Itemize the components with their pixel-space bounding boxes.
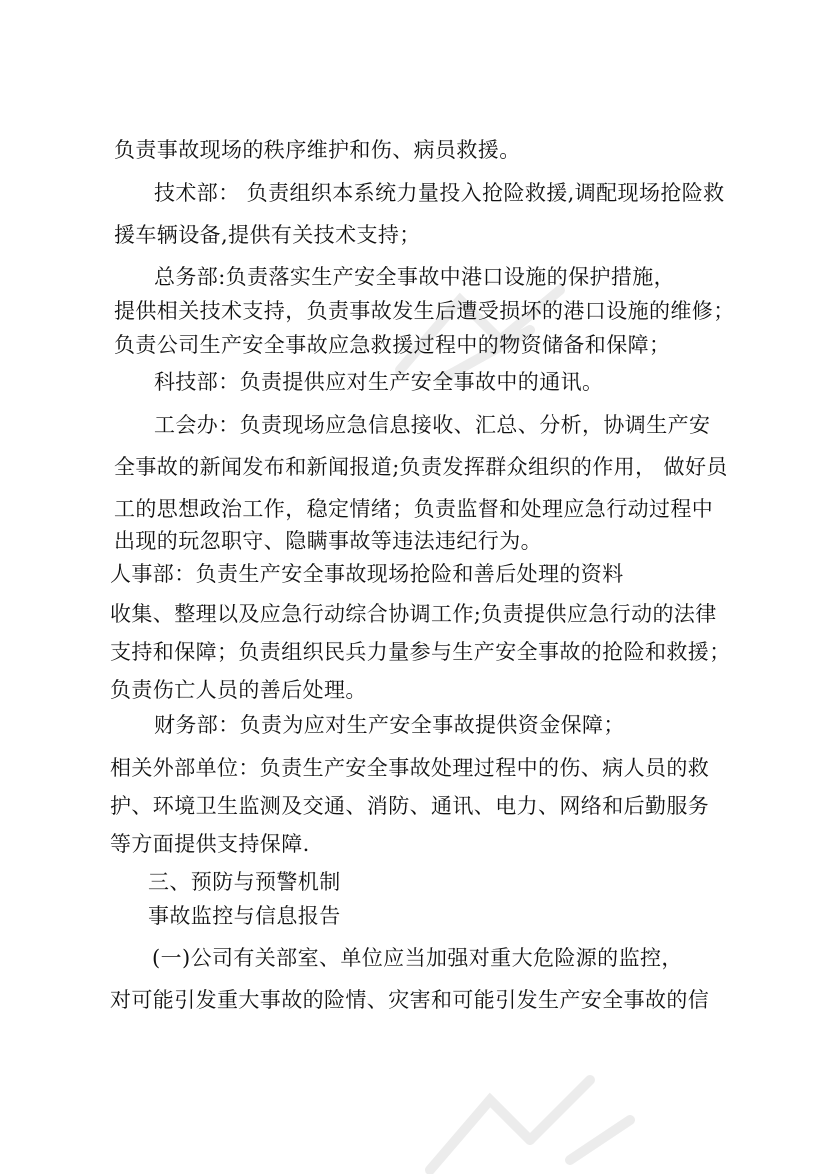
watermark-bottom [420, 1060, 640, 1174]
text-line-22: (一)公司有关部室、单位应当加强对重大危险源的监控， [152, 946, 683, 970]
text-line-12: 人事部：负责生产安全事故现场抢险和善后处理的资料 [110, 562, 624, 586]
text-line-4: 总务部:负责落实生产安全事故中港口设施的保护措施， [154, 265, 676, 289]
text-line-18: 护、环境卫生监测及交通、消防、通讯、电力、网络和后勤服务 [110, 794, 710, 818]
text-line-8: 工会办：负责现场应急信息接收、汇总、分析，协调生产安 [154, 413, 711, 437]
text-line-5: 提供相关技术支持，负责事故发生后遭受损坏的港口设施的维修； [114, 299, 735, 323]
text-line-10: 工的思想政治工作，稳定情绪；负责监督和处理应急行动过程中 [114, 497, 714, 521]
text-line-13: 收集、整理以及应急行动综合协调工作;负责提供应急行动的法律 [110, 602, 717, 626]
text-line-2: 技术部： 负责组织本系统力量投入抢险救援,调配现场抢险救 [154, 181, 725, 205]
text-line-19: 等方面提供支持保障. [110, 832, 310, 856]
text-line-7: 科技部：负责提供应对生产安全事故中的通讯。 [154, 370, 604, 394]
text-line-16: 财务部：负责为应对生产安全事故提供资金保障； [154, 713, 625, 737]
text-line-1: 负责事故现场的秩序维护和伤、病员救援。 [114, 138, 521, 162]
text-line-3: 援车辆设备,提供有关技术支持； [114, 223, 421, 247]
text-line-11: 出现的玩忽职守、隐瞒事故等违法违纪行为。 [114, 529, 542, 553]
text-line-14: 支持和保障；负责组织民兵力量参与生产安全事故的抢险和救援； [110, 640, 731, 664]
text-line-23: 对可能引发重大事故的险情、灾害和可能引发生产安全事故的信 [110, 988, 710, 1012]
text-line-17: 相关外部单位：负责生产安全事故处理过程中的伤、病人员的救 [110, 756, 710, 780]
text-line-20: 三、预防与预警机制 [148, 870, 341, 894]
text-line-21: 事故监控与信息报告 [148, 904, 341, 928]
text-line-15: 负责伤亡人员的善后处理。 [110, 678, 367, 702]
text-line-6: 负责公司生产安全事故应急救援过程中的物资储备和保障； [114, 333, 671, 357]
text-line-9: 全事故的新闻发布和新闻报道;负责发挥群众组织的作用， 做好员 [114, 455, 728, 479]
